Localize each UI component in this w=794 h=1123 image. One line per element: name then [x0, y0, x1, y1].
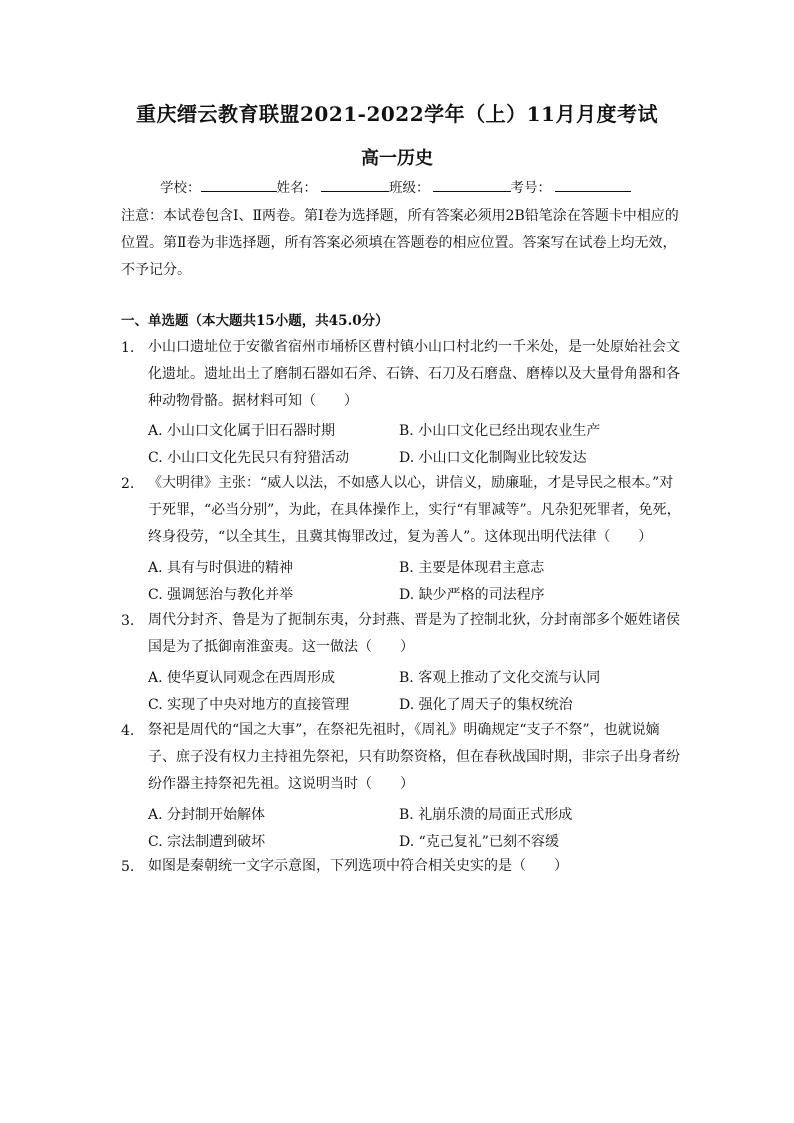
option-c: C. 小山口文化先民只有狩猎活动: [148, 450, 350, 466]
class-label: 班级：: [389, 180, 430, 196]
question-number: 1.: [121, 340, 135, 356]
question-stem: 小山口遗址位于安徽省宿州市埇桥区曹村镇小山口村北约一千米处，是一处原始社会文化遗址。遗址出土了磨制石器如石斧、石锛、石刀及石磨盘、磨棒以及大量骨角器和各种动物骨骼。据材料可知（ ）: [148, 339, 680, 409]
option-c: C. 宗法制遭到破坏: [148, 834, 266, 850]
option-c: C. 强调惩治与教化并举: [148, 587, 294, 603]
option-b: B. 小山口文化已经出现农业生产: [399, 423, 601, 439]
option-b: B. 客观上推动了文化交流与认同: [399, 670, 601, 686]
option-d: D. 缺少严格的司法程序: [399, 587, 545, 603]
school-blank: [201, 177, 277, 192]
option-c: C. 实现了中央对地方的直接管理: [148, 697, 350, 713]
option-a: A. 分封制开始解体: [148, 807, 266, 823]
name-label: 姓名：: [276, 180, 317, 196]
question-stem: 如图是秦朝统一文字示意图，下列选项中符合相关史实的是（ ）: [148, 858, 568, 874]
option-d: D. 强化了周天子的集权统治: [399, 697, 573, 713]
question-stem: 祭祀是周代的“国之大事”，在祭祀先祖时，《周礼》明确规定“支子不祭”，也就说嫡子、庶子没有权力主持祖先祭祀，只有助祭资格，但在春秋战国时期，非宗子出身者纷纷作器主持祭祀先祖。这说明当时（ ）: [148, 722, 680, 792]
exam-no-label: 考号：: [510, 180, 551, 196]
question-number: 4.: [121, 723, 135, 739]
option-b: B. 主要是体现君主意志: [399, 560, 545, 576]
class-blank: [433, 177, 511, 192]
option-d: D. 小山口文化制陶业比较发达: [399, 450, 587, 466]
question-number: 2.: [121, 476, 135, 492]
option-d: D. “克己复礼”已刻不容缓: [399, 834, 559, 850]
name-blank: [321, 177, 389, 192]
exam-title: 重庆缙云教育联盟2021-2022学年（上）11月月度考试: [136, 102, 658, 126]
student-info-line: [160, 176, 631, 196]
option-a: A. 小山口文化属于旧石器时期: [148, 423, 336, 439]
exam-subject: 高一历史: [361, 148, 433, 169]
question-number: 5.: [121, 859, 135, 875]
school-label: 学校：: [160, 180, 201, 196]
section-title: 一、单选题（本大题共15小题，共45.0分）: [121, 313, 389, 329]
option-a: A. 使华夏认同观念在西周形成: [148, 670, 336, 686]
question-stem: 周代分封齐、鲁是为了扼制东夷，分封燕、晋是为了控制北狄，分封南部多个姬姓诸侯国是为了抵御南淮蛮夷。这一做法（ ）: [148, 612, 680, 655]
exam-no-blank: [555, 177, 631, 192]
exam-notice: 注意：本试卷包含Ⅰ、Ⅱ两卷。第Ⅰ卷为选择题，所有答案必须用2B铅笔涂在答题卡中相应的位置。第Ⅱ卷为非选择题，所有答案必须填在答题卷的相应位置。答案写在试卷上均无效，不予记分。: [121, 208, 679, 278]
option-a: A. 具有与时俱进的精神: [148, 560, 294, 576]
question-stem: 《大明律》主张：“威人以法，不如感人以心，讲信义，励廉耻，才是导民之根本。”对于死罪，“必当分别”，为此，在具体操作上，实行“有罪减等”。凡杂犯死罪者，免死，终身役劳，“以全其生，且冀其悔罪改过，复为善人”。这体现出明代法律（ ）: [148, 475, 681, 545]
question-number: 3.: [121, 613, 135, 629]
option-b: B. 礼崩乐溃的局面正式形成: [399, 807, 573, 823]
